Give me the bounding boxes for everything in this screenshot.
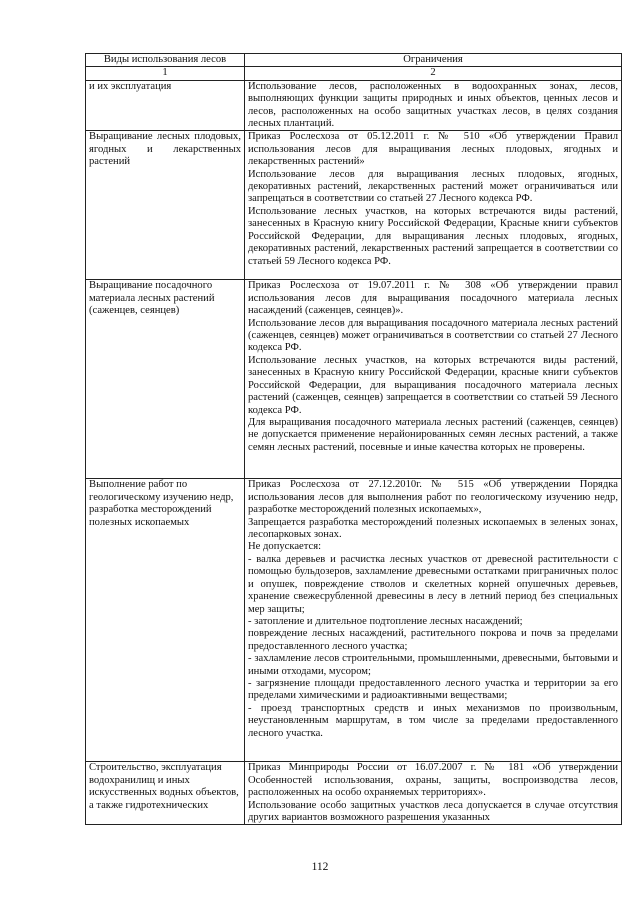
table-row — [86, 80, 622, 131]
restrictions-cell — [245, 762, 622, 825]
activity-cell: Выполнение работ по геологическому изучению недр, разработка месторождений полезных ископаемых — [86, 479, 245, 762]
restriction-paragraph: Не допускается: — [248, 541, 322, 553]
restriction-paragraph: Использование особо защитных участков леса допускается в случае отсутствия других вариантов возможного разрешения указанных — [248, 799, 618, 824]
restriction-paragraph: Использование лесов для выращивания посадочного материала лесных растений (саженцев, сеянцев) может ограничиваться в соответствии со статьей 27 Лесного кодекса РФ. — [248, 317, 618, 354]
restriction-paragraph: - валка деревьев и расчистка лесных участков от древесной растительности с помощью бульдозеров, захламление древесными остатками приграничных полос и опушек, повреждение стволов и скелетных корней опушечных деревьев, хранение свежесрубленной древесины в лесу в летний период без специальных мер защиты; — [248, 553, 618, 615]
restriction-paragraph: Для выращивания посадочного материала лесных растений (саженцев, сеянцев) не допускается применение нерайонированных семян лесных растений, а также семян лесных растений, посевные и иные качества которых не проверены. — [248, 416, 618, 453]
column-number-2: 2 — [245, 67, 622, 80]
table-header-row — [86, 54, 622, 67]
restrictions-cell — [245, 80, 622, 131]
restriction-paragraph: Приказ Рослесхоза от 27.12.2010г. № 515 «Об утверждении Порядка использования лесов для выполнения работ по геологическому изучению недр, разработке месторождений полезных ископаемых», — [248, 479, 618, 516]
forest-use-restrictions-table — [85, 53, 622, 825]
restrictions-cell — [245, 280, 622, 479]
restriction-paragraph: Использование лесных участков, на которых встречаются виды растений, занесенных в Красную книгу Российской Федерации, красные книги субъектов Российской Федерации, для выращивания посадочного материала лесных растений (саженцев, сеянцев) запрещается в соответствии со статьей 59 Лесного кодекса РФ. — [248, 354, 618, 416]
restrictions-cell — [245, 479, 622, 762]
restriction-paragraph: Использование лесов для выращивания лесных плодовых, ягодных, декоративных растений, лекарственных растений может ограничиваться или запрещаться в соответствии со статьей 27 Лесного кодекса РФ. — [248, 168, 618, 205]
table-row — [86, 479, 622, 762]
header-restrictions: Ограничения — [245, 54, 622, 67]
restriction-paragraph: повреждение лесных насаждений, растительного покрова и почв за пределами предоставленного лесного участка; — [248, 628, 618, 652]
restriction-paragraph: Использование лесов, расположенных в водоохранных зонах, лесов, выполняющих функции защиты природных и иных объектов, ценных лесов и лесов, расположенных на особо защитных участках лесов, в целях создания лесных плантаций. — [248, 80, 618, 130]
page-number: 112 — [311, 861, 329, 873]
table-row — [86, 131, 622, 280]
activity-cell: Строительство, эксплуатация водохранилищ и иных искусственных водных объектов, а также гидротехнических — [86, 762, 245, 825]
table-row — [86, 280, 622, 479]
activity-cell: Выращивание лесных плодовых, ягодных и лекарственных растений — [86, 131, 245, 280]
activity-cell: и их эксплуатация — [86, 80, 245, 131]
column-number-1: 1 — [86, 67, 245, 80]
header-forest-use-types: Виды использования лесов — [86, 54, 245, 67]
restriction-paragraph: Запрещается разработка месторождений полезных ископаемых в зеленых зонах, лесопарковых зонах. — [248, 516, 618, 541]
restriction-paragraph: Использование лесных участков, на которых встречаются виды растений, занесенных в Красную книгу Российской Федерации, Красные книги субъектов Российской Федерации, для выращивания лесных плодовых, ягодных, декоративных растений, лекарственных растений запрещается в соответствии со статьей 59 Лесного кодекса РФ. — [248, 205, 618, 267]
restriction-paragraph: - загрязнение площади предоставленного лесного участка и территории за его пределами химическими и радиоактивными веществами; — [248, 677, 618, 702]
restrictions-cell — [245, 131, 622, 280]
restriction-paragraph: - затопление и длительное подтопление лесных насаждений; — [248, 615, 523, 627]
restriction-paragraph: - захламление лесов строительными, промышленными, древесными, бытовыми и иными отходами, мусором; — [248, 653, 618, 677]
restriction-paragraph: Приказ Минприроды России от 16.07.2007 г. № 181 «Об утверждении Особенностей использования, охраны, защиты, воспроизводства лесов, расположенных на особо охраняемых территориях». — [248, 762, 618, 799]
restriction-paragraph: Приказ Рослесхоза от 05.12.2011 г. № 510 «Об утверждении Правил использования лесов для выращивания лесных плодовых, ягодных и лекарственных растений» — [248, 131, 618, 168]
table-row — [86, 762, 622, 825]
column-number-row — [86, 67, 622, 80]
restriction-paragraph: Приказ Рослесхоза от 19.07.2011 г. № 308 «Об утверждении правил использования лесов для выращивания посадочного материала лесных насаждений (саженцев, сеянцев)». — [248, 280, 618, 317]
activity-cell: Выращивание посадочного материала лесных растений (саженцев, сеянцев) — [86, 280, 245, 479]
restriction-paragraph: - проезд транспортных средств и иных механизмов по произвольным, неустановленным маршрутам, в том числе за пределами предоставленного лесного участка. — [248, 702, 618, 739]
